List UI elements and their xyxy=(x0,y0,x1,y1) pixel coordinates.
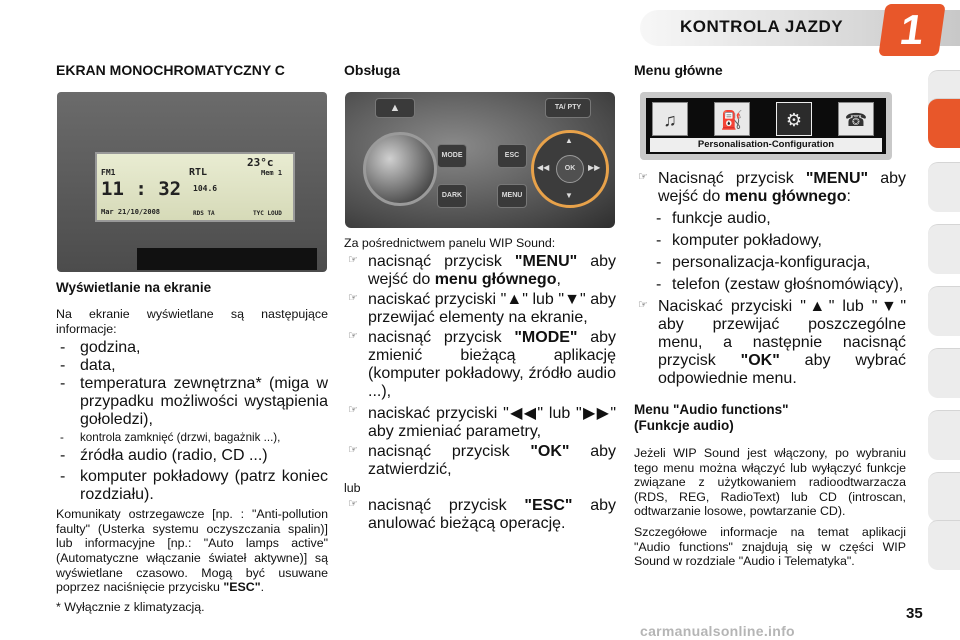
lcd-frequency: 104.6 xyxy=(193,184,218,193)
volume-knob xyxy=(363,132,437,206)
list-item: - temperatura zewnętrzna* (miga w przypadku możliwości wystąpienia gołoledzi), xyxy=(60,375,328,429)
hand-pointer-icon: ☞ xyxy=(348,291,358,304)
lcd-station: RTL xyxy=(189,167,208,178)
lcd-date: Mar 21/10/2008 xyxy=(101,208,161,216)
list-item: - godzina, xyxy=(60,339,141,357)
control-panel-image xyxy=(345,92,615,228)
or-text: lub xyxy=(344,480,361,495)
side-tab xyxy=(928,410,960,460)
list-item: ☞ Nacisnąć przycisk "MENU" aby wejść do menu głównego: xyxy=(638,170,906,205)
list-item: ☞ nacisnąć przycisk "ESC" aby anulować bieżącą operację. xyxy=(348,497,616,533)
side-tab-active xyxy=(928,98,960,148)
lcd-display xyxy=(95,152,295,222)
subheading-audio-functions: Menu "Audio functions" (Funkcje audio) xyxy=(634,402,789,433)
menu-button: MENU xyxy=(497,184,527,208)
hand-pointer-icon: ☞ xyxy=(348,403,358,416)
ok-button: OK xyxy=(556,155,584,183)
lcd-time: 11 : 32 xyxy=(101,178,182,200)
list-item: - kontrola zamknięć (drzwi, bagażnik ...), xyxy=(60,431,281,445)
mode-button: MODE xyxy=(437,144,467,168)
section-heading: Menu główne xyxy=(634,62,723,78)
side-tab xyxy=(928,520,960,570)
side-tab xyxy=(928,348,960,398)
hand-pointer-icon: ☞ xyxy=(348,498,358,511)
sub-list-item: - komputer pokładowy, xyxy=(656,232,822,249)
list-item: ☞ naciskać przyciski "▲" lub "▼" aby przewijać elementy na ekranie, xyxy=(348,290,616,326)
rewind-icon: ◀◀ xyxy=(537,163,550,172)
list-item: ☞ nacisnąć przycisk "MENU" aby wejść do menu głównego, xyxy=(348,252,616,288)
radio-icon: ♫ xyxy=(652,102,688,136)
menu-caption: Personalisation-Configuration xyxy=(650,138,882,152)
settings-icon: ⚙ xyxy=(776,102,812,136)
esc-button: ESC xyxy=(497,144,527,168)
ta-pty-button: TA/ PTY xyxy=(545,98,591,118)
dark-button: DARK xyxy=(437,184,467,208)
list-item: ☞ Naciskać przyciski "▲" lub "▼" aby przewijać poszczególne menu, a następnie nacisnąć przycisk "OK" aby wybrać odpowiednie menu. xyxy=(638,298,906,387)
list-item: - źródła audio (radio, CD ...) xyxy=(60,447,268,465)
hand-pointer-icon: ☞ xyxy=(348,443,358,456)
lcd-temp: 23°c xyxy=(247,156,274,169)
main-menu-screen-image xyxy=(640,92,892,160)
navigation-pad xyxy=(531,130,609,208)
chapter-title: KONTROLA JAZDY xyxy=(680,17,844,36)
column-main-menu xyxy=(634,62,906,78)
forward-icon: ▶▶ xyxy=(588,163,601,172)
eject-icon: ▲ xyxy=(375,98,415,118)
down-arrow-icon: ▼ xyxy=(565,191,573,200)
warning-paragraph: Komunikaty ostrzegawcze [np. : "Anti-pollution faulty" (Usterka systemu oczyszczania spalin)] lub informacyjne [np.: "Auto lamps active" (Automatyczne włączanie świateł aktywne)] są wyświetlane czasowo. Mogą być usuwane poprzez naciśnięcie przycisku "ESC". xyxy=(56,507,328,595)
lcd-fm: FM1 xyxy=(101,168,116,177)
side-tab xyxy=(928,286,960,336)
column1-body xyxy=(56,280,328,595)
list-item: - komputer pokładowy (patrz koniec rozdziału). xyxy=(60,468,328,504)
column3-body xyxy=(634,170,906,569)
side-tabs xyxy=(928,70,960,570)
lcd-mem: Mem 1 xyxy=(261,169,283,177)
fuel-icon: ⛽ xyxy=(714,102,750,136)
sub-list-item: - funkcje audio, xyxy=(656,210,771,227)
up-arrow-icon: ▲ xyxy=(565,136,573,145)
list-item: - data, xyxy=(60,357,116,375)
lcd-rds: RDS TA xyxy=(193,210,215,217)
watermark: carmanualsonline.info xyxy=(640,623,795,639)
intro-text: Na ekranie wyświetlane są następujące informacje: xyxy=(56,307,328,336)
intro-text: Za pośrednictwem panelu WIP Sound: xyxy=(344,236,556,250)
list-item: ☞ nacisnąć przycisk "OK" aby zatwierdzić, xyxy=(348,442,616,478)
monochrome-screen-image xyxy=(57,92,327,272)
menu-display xyxy=(646,98,886,154)
subheading-display: Wyświetlanie na ekranie xyxy=(56,280,212,295)
side-tab xyxy=(928,224,960,274)
lcd-tyc: TYC LOUD xyxy=(253,210,282,217)
audio-details-paragraph: Szczegółowe informacje na temat aplikacji "Audio functions" znajdują się w części WIP Sound w rozdziale "Audio i Telematyka". xyxy=(634,524,906,569)
side-tab xyxy=(928,472,960,522)
column2-body xyxy=(344,236,616,535)
footnote: * Wyłącznie z klimatyzacją. xyxy=(56,600,205,614)
hand-pointer-icon: ☞ xyxy=(638,171,648,183)
sub-list-item: - telefon (zestaw głośnomówiący), xyxy=(656,276,904,293)
chapter-number: 1 xyxy=(878,4,945,56)
column-operation xyxy=(344,62,620,78)
column-monochrome-screen xyxy=(56,62,328,78)
screen-bezel-bottom xyxy=(137,248,317,270)
list-item: ☞ naciskać przyciski "◀◀" lub "▶▶" aby zmieniać parametry, xyxy=(348,403,616,440)
list-item: ☞ nacisnąć przycisk "MODE" aby zmienić bieżącą aplikację (komputer pokładowy, źródło audio ...), xyxy=(348,328,616,400)
page-number: 35 xyxy=(906,605,923,622)
side-tab xyxy=(928,162,960,212)
phone-icon: ☎ xyxy=(838,102,874,136)
hand-pointer-icon: ☞ xyxy=(348,329,358,342)
section-heading: Obsługa xyxy=(344,62,401,78)
sub-list-item: - personalizacja-konfiguracja, xyxy=(656,254,871,271)
section-heading: EKRAN MONOCHROMATYCZNY C xyxy=(56,62,285,78)
hand-pointer-icon: ☞ xyxy=(638,299,648,311)
hand-pointer-icon: ☞ xyxy=(348,253,358,266)
audio-paragraph: Jeżeli WIP Sound jest włączony, po wybraniu tego menu można włączyć lub wyłączyć funkcje związane z użytkowaniem radioodtwarzacza (RDS, REG, RadioText) lub CD (introscan, odtwarzanie losowe, powtarzanie CD). xyxy=(634,446,906,519)
